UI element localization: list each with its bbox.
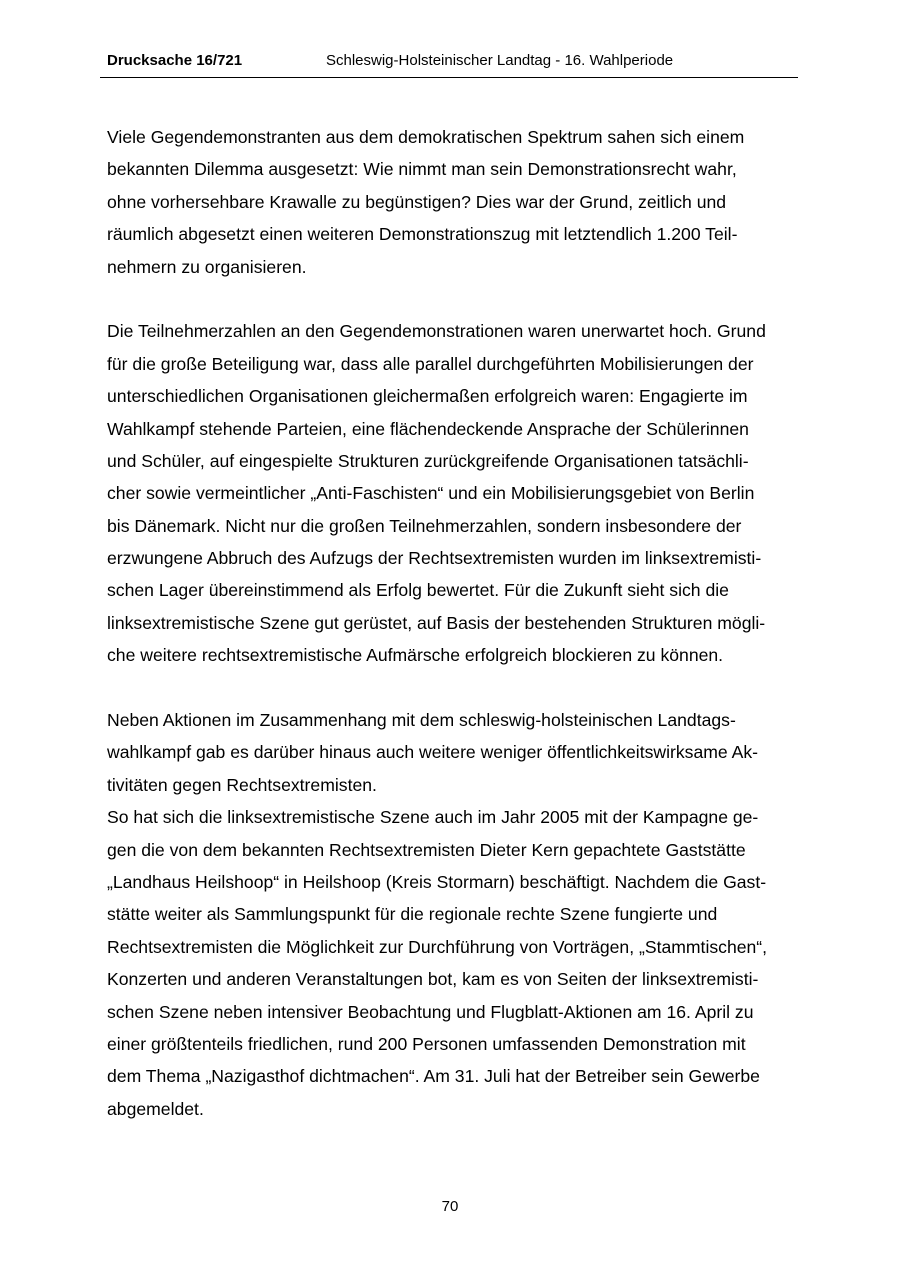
text-line: che weitere rechtsextremistische Aufmärsche erfolgreich blockieren zu können. (107, 645, 724, 666)
text-line: stätte weiter als Sammlungspunkt für die regionale rechte Szene fungierte und (107, 904, 718, 925)
text-line: bekannten Dilemma ausgesetzt: Wie nimmt man sein Demonstrationsrecht wahr, (107, 159, 737, 180)
text-line: Konzerten und anderen Veranstaltungen bot, kam es von Seiten der linksextremisti- (107, 969, 759, 990)
text-line: einer größtenteils friedlichen, rund 200 Personen umfassenden Demonstration mit (107, 1033, 746, 1054)
text-line: Neben Aktionen im Zusammenhang mit dem schleswig-holsteinischen Landtags- (107, 710, 736, 731)
text-line: Die Teilnehmerzahlen an den Gegendemonstrationen waren unerwartet hoch. Grund (107, 321, 766, 342)
paragraph (107, 315, 807, 671)
text-line: Viele Gegendemonstranten aus dem demokratischen Spektrum sahen sich einem (107, 127, 745, 147)
text-line: erzwungene Abbruch des Aufzugs der Rechtsextremisten wurden im linksextremisti- (107, 548, 762, 569)
text-line: tivitäten gegen Rechtsextremisten. (107, 774, 377, 795)
paragraph-gap (107, 672, 807, 704)
text-line: schen Szene neben intensiver Beobachtung und Flugblatt-Aktionen am 16. April zu (107, 1001, 754, 1022)
text-line: bis Dänemark. Nicht nur die großen Teilnehmerzahlen, sondern insbesondere der (107, 515, 742, 536)
text-line: Rechtsextremisten die Möglichkeit zur Durchführung von Vorträgen, „Stammtischen“, (107, 936, 768, 957)
text-line: räumlich abgesetzt einen weiteren Demonstrationszug mit letztendlich 1.200 Teil- (107, 224, 738, 245)
text-line: cher sowie vermeintlicher „Anti-Faschisten“ und ein Mobilisierungsgebiet von Berlin (107, 483, 755, 504)
body-text (107, 121, 807, 1125)
text-line: dem Thema „Nazigasthof dichtmachen“. Am 31. Juli hat der Betreiber sein Gewerbe (107, 1066, 760, 1087)
text-line: So hat sich die linksextremistische Szene auch im Jahr 2005 mit der Kampagne ge- (107, 807, 759, 828)
text-line: für die große Beteiligung war, dass alle parallel durchgeführten Mobilisierungen der (107, 353, 754, 374)
text-line: ohne vorhersehbare Krawalle zu begünstigen? Dies war der Grund, zeitlich und (107, 191, 727, 212)
text-line: wahlkampf gab es darüber hinaus auch weitere weniger öffentlichkeitswirksame Ak- (107, 742, 758, 763)
paragraph (107, 704, 807, 1125)
document-number: Drucksache 16/721 (107, 52, 243, 69)
page-header (100, 50, 798, 78)
paragraph (107, 121, 807, 283)
text-line: und Schüler, auf eingespielte Strukturen zurückgreifende Organisationen tatsächli- (107, 450, 749, 471)
page-number: 70 (441, 1198, 459, 1215)
text-line: linksextremistische Szene gut gerüstet, auf Basis der bestehenden Strukturen mögli- (107, 612, 766, 633)
text-line: „Landhaus Heilshoop“ in Heilshoop (Kreis Stormarn) beschäftigt. Nachdem die Gast- (107, 871, 767, 892)
text-line: Wahlkampf stehende Parteien, eine flächendeckende Ansprache der Schülerinnen (107, 418, 749, 439)
text-line: gen die von dem bekannten Rechtsextremisten Dieter Kern gepachtete Gaststätte (107, 839, 746, 860)
text-line: unterschiedlichen Organisationen gleichermaßen erfolgreich waren: Engagierte im (107, 386, 748, 407)
header-title: Schleswig-Holsteinischer Landtag - 16. Wahlperiode (326, 52, 674, 69)
text-line: nehmern zu organisieren. (107, 256, 307, 277)
paragraph-gap (107, 283, 807, 315)
text-line: schen Lager übereinstimmend als Erfolg bewertet. Für die Zukunft sieht sich die (107, 580, 729, 601)
text-line: abgemeldet. (107, 1098, 204, 1119)
